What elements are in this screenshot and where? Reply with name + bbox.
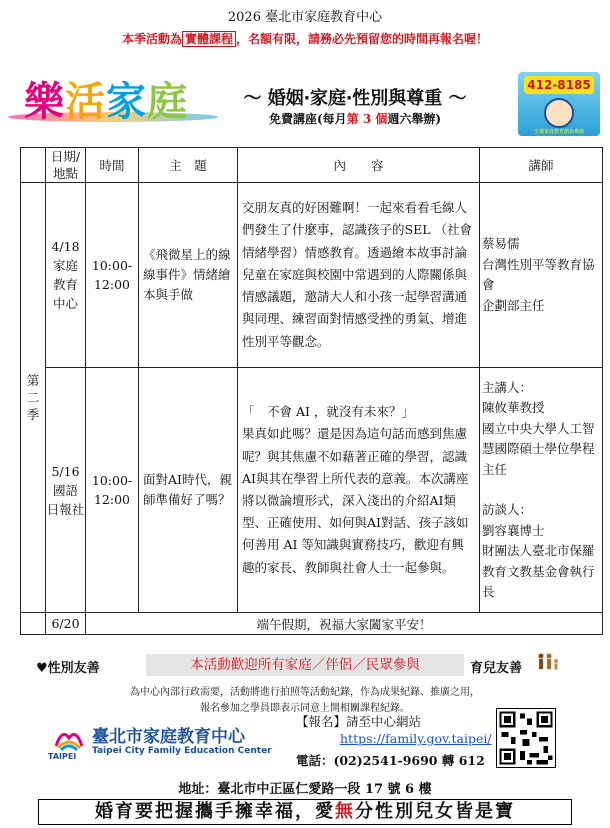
address: 地址：臺北市中正區仁愛路一段 17 號 6 樓: [178, 782, 432, 797]
page-subtitle: [200, 110, 510, 127]
family-icon: [536, 652, 560, 674]
date-line: 4/18: [51, 239, 80, 254]
date-line: 中心: [52, 296, 78, 311]
time-line: 10:00-: [91, 258, 133, 273]
taipei-mark: TAIPEI: [48, 752, 77, 761]
date-line: 5/16: [51, 463, 80, 479]
qr-code-icon[interactable]: [496, 708, 556, 768]
notice-post: ，名額有限，請務必先預留您的時間再報名喔！: [236, 32, 489, 46]
speaker-cell: [480, 183, 603, 368]
org-name-zh: 臺北市家庭教育中心: [92, 727, 245, 747]
time-cell: [86, 183, 139, 368]
photo-notice-line-1: 為中心內部行政需要，活動將進行拍照等活動紀錄，作為成果紀錄、推廣之用，: [130, 687, 480, 698]
speaker-line: [482, 480, 600, 500]
header-topic: 主 題: [139, 148, 238, 183]
header-time: 時間: [86, 148, 139, 183]
time-line: 10:00-: [91, 473, 133, 488]
hotline-number: 412-8185: [524, 76, 594, 94]
topic-cell: 《飛微星上的線線事件》情緒繪本與手做: [139, 183, 238, 368]
header-content: 內 容: [238, 148, 480, 183]
register-link[interactable]: https://family.gov.taipei/: [340, 731, 492, 746]
parenting-friendly-label: 育兒友善: [470, 661, 523, 676]
content-cell: [238, 368, 480, 613]
photo-notice-line-2: 報名參加之學員即表示同意上開相關課程紀錄。: [200, 703, 410, 714]
subtitle-highlight: 第 3 個: [346, 112, 388, 126]
speaker-line: 劉容襄博士: [482, 522, 545, 538]
table-row: [21, 183, 603, 368]
slogan-banner: [38, 799, 572, 825]
date-line: 國語: [52, 482, 78, 498]
phone-number: 電話：(02)2541-9690 轉 612: [296, 753, 485, 768]
table-row: [21, 368, 603, 613]
notice-boxed-keyword: 實體課程: [182, 31, 236, 47]
mascot-icon: [544, 98, 574, 128]
speaker-line: 財團法人臺北市保羅教育文教基金會執行長: [482, 543, 595, 599]
org-name-en: Taipei City Family Education Center: [92, 746, 272, 756]
holiday-text: 端午假期，祝福大家闔家平安！: [86, 613, 603, 635]
time-cell: [86, 368, 139, 613]
speaker-line: 國立中央大學人工智慧國際碩士學位學程主任: [482, 420, 595, 477]
slogan-part-a: 婚育要把握攜手擁幸福，: [95, 801, 315, 822]
header-speaker: 講師: [480, 148, 603, 183]
notice-pre: 本季活動為: [121, 32, 182, 46]
subtitle-pre: 免費講座(每月: [268, 112, 347, 126]
date-line: 日報社: [46, 501, 85, 517]
logo-char-3: 家: [106, 79, 147, 125]
logo-char-4: 庭: [147, 79, 188, 125]
date-cell: [46, 183, 86, 368]
hotline-badge: [518, 72, 600, 136]
speaker-line: 訪談人：: [482, 502, 533, 517]
hotline-caption: 全國家庭教育諮詢專線: [533, 129, 584, 135]
speaker-line: 蔡易儒: [482, 236, 520, 251]
holiday-date: 6/20: [46, 613, 86, 635]
lehuo-logo: [24, 70, 188, 127]
time-line: 12:00: [93, 277, 131, 292]
quarter-label: 第二季: [26, 373, 40, 422]
topic-cell: 面對AI時代，親師準備好了嗎？: [139, 368, 238, 613]
register-label: 【報名】請至中心網站: [296, 714, 422, 729]
content-cell: 交朋友真的好困難啊！一起來看看毛線人們發生了什麼事，認識孩子的SEL （社會情緒學習）情感教育。透過繪本故事討論兒童在家庭與校園中常遇到的人際關係與情感議題，邀請大人和小孩一起學習溝通與同理、練習面對情感受挫的勇氣、增進性別平等觀念。: [238, 183, 480, 368]
speaker-line: 台灣性別平等教育協會: [482, 256, 595, 292]
table-header-row: [21, 148, 603, 183]
speaker-line: 主講人：: [482, 379, 533, 395]
holiday-blank: [21, 613, 46, 635]
taipei-city-logo-icon: [52, 724, 86, 752]
content-body: 果真如此嗎？還是因為這句話而感到焦慮呢？與其焦慮不如藉著正確的學習，認識AI與其在學習上所代表的意義。本次講座將以微論壇形式，深入淺出的介紹AI類型、正確使用、如何與AI對話、孩子該如何善用 AI 等知識與實務技巧，歡迎有興趣的家長、教師與社會人士一起參與。: [242, 426, 469, 575]
logo-char-1: 樂: [24, 79, 65, 125]
logo-char-2: 活: [65, 79, 106, 125]
content-quote: 「 不會 AI ，就沒有未來？」: [242, 404, 414, 420]
quarter-cell: [21, 183, 46, 613]
speaker-line: 企劃部主任: [482, 297, 545, 313]
holiday-row: [21, 613, 603, 635]
page-title: ～ 婚姻‧家庭‧性別與尊重 ～: [243, 88, 467, 109]
speaker-line: 陳攸華教授: [482, 400, 545, 415]
date-cell: [46, 368, 86, 613]
date-line: 家庭: [52, 258, 78, 273]
subtitle-post: 週六舉辦): [387, 112, 442, 126]
gender-friendly-label: ♥性別友善: [36, 661, 100, 676]
schedule-table: [20, 147, 603, 635]
welcome-banner: 本活動歡迎所有家庭／伴侶／民眾參與: [146, 654, 464, 676]
speaker-cell: [480, 368, 603, 613]
time-line: 12:00: [93, 492, 131, 507]
org-year-heading: 2026 臺北市家庭教育中心: [227, 10, 383, 25]
header-date: 日期/地點: [46, 148, 86, 183]
date-line: 教育: [52, 277, 78, 292]
header-blank: [21, 148, 46, 183]
notice-line: [0, 30, 610, 47]
slogan-part-b: 愛無分性別兒女皆是寶: [315, 801, 515, 822]
